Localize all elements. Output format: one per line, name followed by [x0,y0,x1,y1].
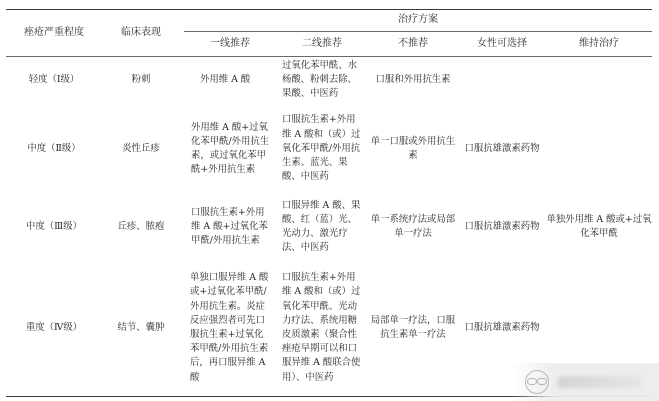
chat-bubble-icon [525,370,549,394]
blurred-watermark-text [557,376,643,388]
cell-second-line: 口服异维 A 酸、果酸、红（蓝）光、光动力、激光疗法、中医药 [282,199,361,254]
cell-female-option: 口服抗雄激素药物 [464,220,540,232]
header-female-option: 女性可选择 [477,37,527,49]
cell-severity: 轻度（Ⅰ级） [28,73,80,85]
cell-first-line: 外用维 A 酸+过氧化苯甲酰/外用抗生素，或过氧化苯甲酰+外用抗生素 [191,121,270,176]
cell-clinical: 炎性丘疹 [122,142,160,154]
cell-not-recommended: 口服和外用抗生素 [375,73,451,85]
header-severity: 痤疮严重程度 [24,26,84,38]
cell-not-recommended: 局部单一疗法，口服抗生素单一疗法 [370,314,456,340]
cell-maintenance [546,106,652,192]
cell-clinical: 粉刺 [131,73,151,85]
cell-severity: 重度（Ⅳ级） [25,321,83,333]
cell-severity: 中度（Ⅱ级） [27,142,81,154]
header-clinical: 临床表现 [121,26,161,38]
cell-first-line: 口服抗生素+外用维 A 酸+过氧化苯甲酰/外用抗生素 [191,206,268,247]
cell-female-option: 口服抗雄激素药物 [464,142,540,154]
cell-first-line: 外用维 A 酸 [200,73,251,85]
cell-female-option: 口服抗雄激素药物 [464,321,540,333]
cell-first-line: 单独口服异维 A 酸或+过氧化苯甲酰/外用抗生素。炎症反应强烈者可先口服抗生素+过氧化苯甲酰/外用抗生素后，再口服异维 A 酸 [190,272,269,383]
cell-not-recommended: 单一口服或外用抗生素 [370,135,456,161]
cell-clinical: 结节、囊肿 [117,321,165,333]
cell-severity: 中度（Ⅲ级） [26,220,82,232]
cell-second-line: 口服抗生素+外用维 A 酸和（或）过氧化苯甲酰/外用抗生素、蓝光、果酸、中医药 [282,114,361,183]
cell-not-recommended: 单一系统疗法或局部单一疗法 [370,213,456,239]
header-not-recommended: 不推荐 [398,37,428,49]
cell-maintenance: 单独外用维 A 酸或+过氧化苯甲酰 [546,213,652,239]
header-first-line: 一线推荐 [210,37,250,49]
cell-female-option [458,57,546,103]
cell-maintenance [546,57,652,103]
cell-second-line: 过氧化苯甲酰、水杨酸、粉刺去除、果酸、中医药 [282,59,358,100]
header-second-line: 二线推荐 [302,37,342,49]
cell-clinical: 丘疹、脓疱 [117,220,165,232]
header-maintenance: 维持治疗 [579,37,619,49]
watermark [511,363,659,401]
header-treatment: 治疗方案 [398,14,438,26]
cell-second-line: 口服抗生素+外用维 A 酸和（或）过氧化苯甲酰、光动力疗法、系统用糖皮质激素（聚合性痤疮早期可以和口服异维 A 酸联合使用）、中医药 [282,272,361,383]
